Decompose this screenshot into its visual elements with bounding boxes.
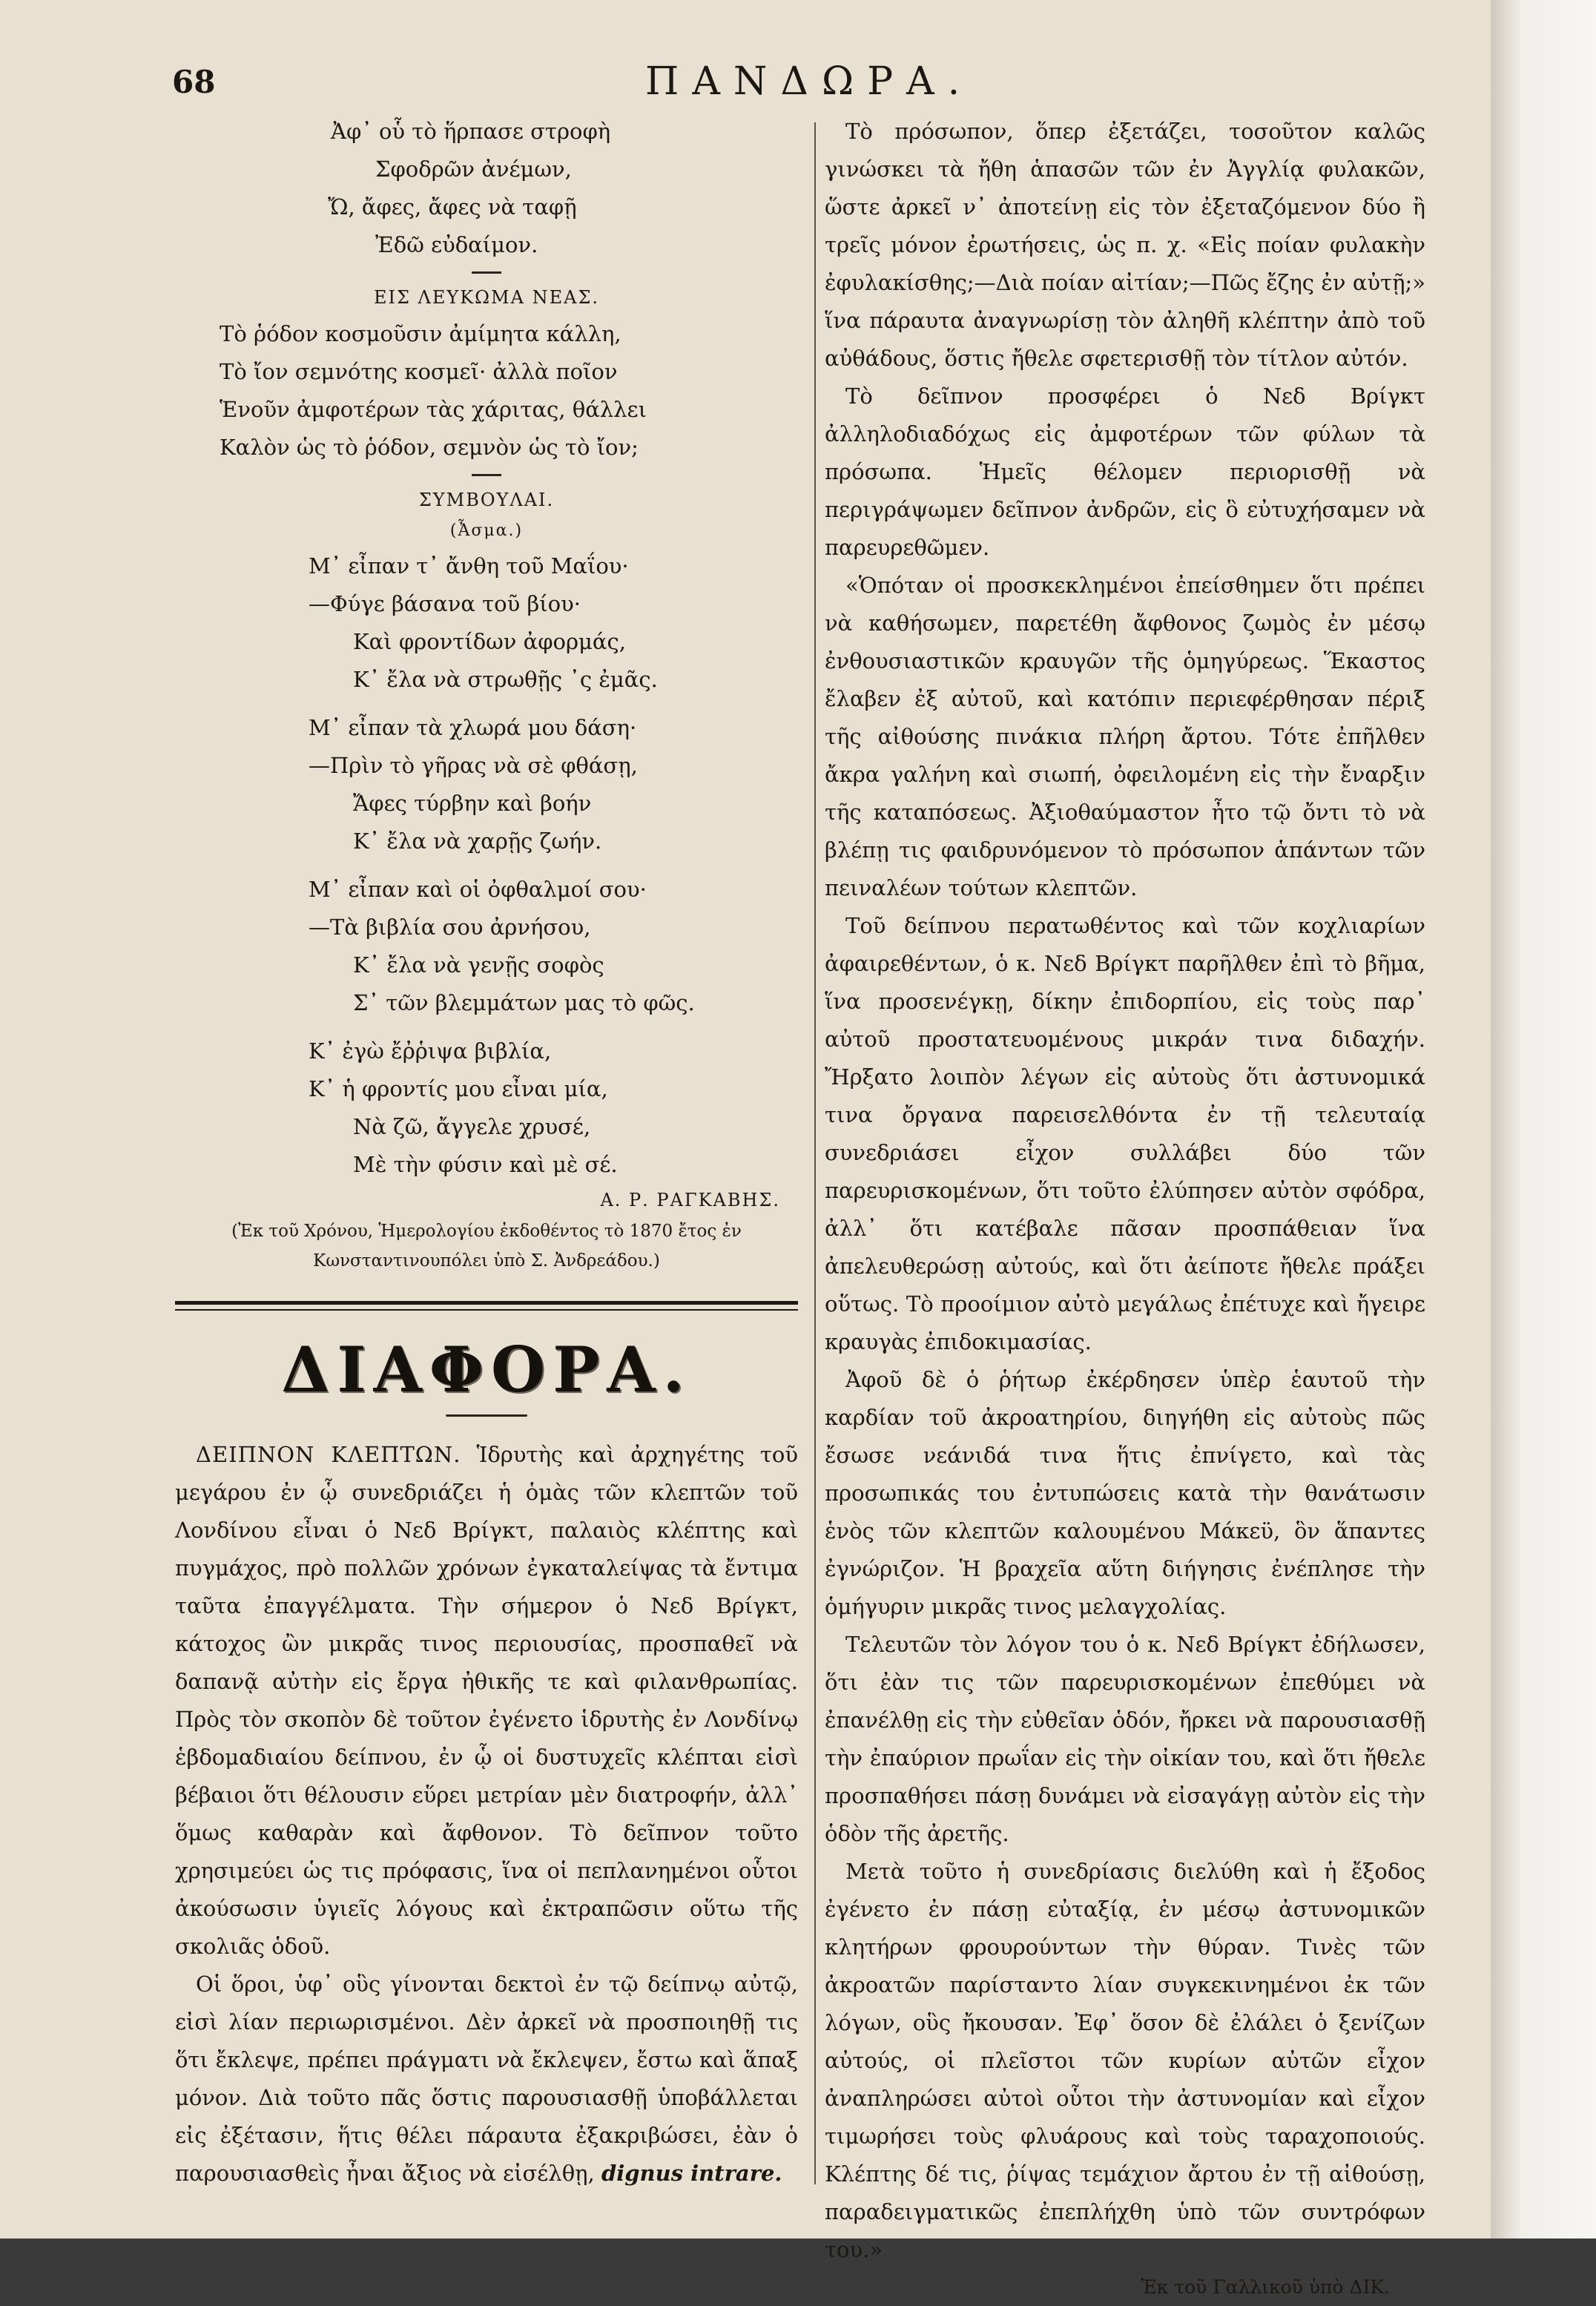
- article-paragraph: «Ὁπόταν οἱ προσκεκλημένοι ἐπείσθημεν ὅτι πρέπει νὰ καθήσωμεν, παρετέθη ἄφθονος ζωμὸς ἐν μέσῳ ἐνθουσιαστικῶν κραυγῶν τῆς ὁμηγύρεως. Ἕκαστος ἔλαβεν ἐξ αὐτοῦ, καὶ κατόπιν περιεφέρθησαν πέριξ τῆς αἰθούσης πινάκια πλήρη ἄρτου. Τότε ἐπῆλθεν ἄκρα γαλήνη καὶ σιωπή, ὀφειλομένη εἰς τὴν ἔναρξιν τῆς καταπόσεως. Ἀξιοθαύμαστον ἦτο τῷ ὄντι τὸ νὰ βλέπῃ τις φαιδρυνόμενον τὸ πρόσωπον ἁπάντων τῶν πειναλέων τούτων κλεπτῶν.: [825, 573, 1425, 900]
- album-poem-title: ΕΙΣ ΛΕΥΚΩΜΑ ΝΕΑΣ.: [373, 287, 600, 308]
- poem-line: Νὰ ζῶ, ἄγγελε χρυσέ,: [353, 1114, 591, 1139]
- poem-source-line: (Ἐκ τοῦ Χρόνου, Ἡμερολογίου ἐκδοθέντος τὸ 1870 ἔτος ἐν: [231, 1222, 742, 1241]
- poem-line: Ἑνοῦν ἀμφοτέρων τὰς χάριτας, θάλλει: [220, 397, 647, 422]
- poem-author: Α. Ρ. ΡΑΓΚΑΒΗΣ.: [600, 1190, 780, 1210]
- poem-line: Μὲ τὴν φύσιν καὶ μὲ σέ.: [353, 1152, 618, 1177]
- poem-line: —Τὰ βιβλία σου ἀρνήσου,: [309, 915, 591, 940]
- poem-fragment: [175, 113, 798, 264]
- poem-line: Κ᾽ ἔλα νὰ στρωθῇς ᾽ς ἐμᾶς.: [353, 667, 658, 692]
- poem-line: Ἐδῶ εὐδαίμον.: [375, 232, 538, 257]
- article-text: Ἱδρυτὴς καὶ ἀρχηγέτης τοῦ μεγάρου ἐν ᾧ συνεδριάζει ἡ ὁμὰς τῶν κλεπτῶν τοῦ Λονδίνου εἶναι ὁ Νεδ Βρίγκτ, παλαιὸς κλέπτης καὶ πυγμάχος, πρὸ πολλῶν χρόνων ἐγκαταλείψας τὰ ἔντιμα ταῦτα ἐπαγγέλματα. Τὴν σήμερον ὁ Νεδ Βρίγκτ, κάτοχος ὢν μικρᾶς τινος περιουσίας, προσπαθεῖ νὰ δαπανᾷ αὐτὴν εἰς ἔργα ἠθικῆς τε καὶ φιλανθρωπίας. Πρὸς τὸν σκοπὸν δὲ τοῦτον ἐγένετο ἱδρυτὴς ἐν Λονδίνῳ ἑβδομαδιαίου δείπνου, ἐν ᾧ οἱ δυστυχεῖς κλέπται εἰσὶ βέβαιοι ὅτι θέλουσιν εὕρει μετρίαν μὲν διατροφήν, ἀλλ᾽ ὅμως καθαρὰν καὶ ἄφθονον. Τὸ δεῖπνον τοῦτο χρησιμεύει ὡς τις πρόφασις, ἵνα οἱ πεπλανημένοι οὗτοι ἀκούσωσιν ὑγιεῖς λόγους καὶ ἐκτραπῶσιν οὕτω τῆς σκολιᾶς ὁδοῦ.: [175, 1442, 798, 1959]
- poem-line: Ὤ, ἄφες, ἄφες νὰ ταφῇ: [328, 194, 577, 220]
- section-rule: [175, 1301, 798, 1305]
- running-title: ΠΑΝΔΩΡΑ.: [645, 59, 974, 104]
- article-paragraph: Τοῦ δείπνου περατωθέντος καὶ τῶν κοχλιαρίων ἀφαιρεθέντων, ὁ κ. Νεδ Βρίγκτ παρῆλθεν ἐπὶ τὸ βῆμα, ἵνα προσενέγκῃ, δίκην ἐπιδορπίου, εἰς τοὺς παρ᾽ αὐτοῦ προστατευομένους μικράν τινα διδαχήν. Ἤρξατο λοιπὸν λέγων εἰς αὐτοὺς ὅτι ἀστυνομικά τινα ὄργανα παρεισελθόντα ἐν τῇ τελευταίᾳ συνεδριάσει εἶχον συλλάβει δύο τῶν παρευρισκομένων, ὅτι τοῦτο ἐλύπησεν αὐτὸν σφόδρα, ἀλλ᾽ ὅτι κατέβαλε πᾶσαν προσπάθειαν ἵνα ἀπελευθερώσῃ αὐτούς, καὶ ὅτι ἀείποτε ἤθελε πράξει οὕτως. Τὸ προοίμιον αὐτὸ μεγάλως ἐπέτυχε καὶ ἤγειρε κραυγὰς ἐπιδοκιμασίας.: [825, 913, 1425, 1354]
- article-paragraph: [175, 1436, 798, 1966]
- article-paragraph: Τὸ πρόσωπον, ὅπερ ἐξετάζει, τοσοῦτον καλῶς γινώσκει τὰ ἤθη ἁπασῶν τῶν ἐν Ἀγγλίᾳ φυλακῶν, ὥστε ἀρκεῖ ν᾽ ἀποτείνῃ εἰς τὸν ἐξεταζόμενον δύο ἢ τρεῖς μόνον ἐρωτήσεις, ὡς π. χ. «Εἰς ποίαν φυλακὴν ἐφυλακίσθης;—Διὰ ποίαν αἰτίαν;—Πῶς ἔζης ἐν αὐτῇ;» ἵνα πάραυτα ἀναγνωρίσῃ τὸν ἀληθῆ κλέπτην ἀπὸ τοῦ αὐθάδους, ὅστις ἤθελε σφετερισθῇ τὸν τίτλον αὐτόν.: [825, 119, 1425, 371]
- article-paragraph: [175, 1966, 798, 2193]
- article-paragraph: Ἀφοῦ δὲ ὁ ῥήτωρ ἐκέρδησεν ὑπὲρ ἑαυτοῦ τὴν καρδίαν τοῦ ἀκροατηρίου, διηγήθη εἰς αὐτοὺς πῶς ἔσωσε νεάνιδά τινα ἥτις ἐπνίγετο, καὶ τὰς προσωπικάς του ἐντυπώσεις κατὰ τὴν θανάτωσιν ἑνὸς τῶν κλεπτῶν καλουμένου Μάκεϋ, ὃν ἅπαντες ἐγνώριζον. Ἡ βραχεῖα αὕτη διήγησις ἐνέπλησε τὴν ὁμήγυριν μικρᾶς τινος μελαγχολίας.: [825, 1367, 1425, 1619]
- section-title: ΔΙΑΦΟΡΑ.: [281, 1333, 692, 1406]
- article-paragraph: Μετὰ τοῦτο ἡ συνεδρίασις διελύθη καὶ ἡ ἔξοδος ἐγένετο ἐν πάσῃ εὐταξίᾳ, ἐν μέσῳ ἀστυνομικῶν κλητήρων φρουρούντων τὴν θύραν. Τινὲς τῶν ἀκροατῶν παρίσταντο λίαν συγκεκινημένοι ἐκ τῶν λόγων, οὓς ἤκουσαν. Ἐφ᾽ ὅσον δὲ ἐλάλει ὁ ξενίζων αὐτούς, οἱ πλεῖστοι τῶν κυρίων αὐτῶν εἶχον ἀναπληρώσει αὐτοὶ οὗτοι τὴν ἀστυνομίαν καὶ εἶχον τιμωρήσει τοὺς φλυάρους καὶ τοὺς ταραχοποιούς. Κλέπτης δέ τις, ῥίψας τεμάχιον ἄρτου ἐν τῇ αἰθούσῃ, παραδειγματικῶς ἐπεπλήχθη ὑπὸ τῶν συντρόφων του.»: [825, 1859, 1425, 2262]
- translator-signature: Ἐκ τοῦ Γαλλικοῦ ὑπὸ ΔΙΚ.: [1141, 2276, 1390, 2298]
- poem-line: Κ᾽ ἡ φροντίς μου εἶναι μία,: [309, 1076, 608, 1101]
- article-paragraph: Τελευτῶν τὸν λόγον του ὁ κ. Νεδ Βρίγκτ ἐδήλωσεν, ὅτι ἐὰν τις τῶν παρευρισκομένων ἐπεθύμει νὰ ἐπανέλθῃ εἰς τὴν εὐθεῖαν ὁδόν, ἤρκει νὰ παρουσιασθῇ τὴν ἐπαύριον πρωΐαν εἰς τὴν οἰκίαν του, καὶ ὅτι ἤθελε προσπαθήσει πάσῃ δυνάμει νὰ εἰσαγάγῃ αὐτὸν εἰς τὴν ὁδὸν τῆς ἀρετῆς.: [825, 1632, 1425, 1846]
- poem-line: Σφοδρῶν ἀνέμων,: [375, 157, 572, 182]
- poem-line: Τὸ ἴον σεμνότης κοσμεῖ· ἀλλὰ ποῖον: [220, 359, 618, 384]
- poem-line: Ἄφες τύρβην καὶ βοήν: [353, 791, 592, 816]
- article-paragraph: Τὸ δεῖπνον προσφέρει ὁ Νεδ Βρίγκτ ἀλληλοδιαδόχως εἰς ἀμφοτέρων τῶν φύλων τὰ πρόσωπα. Ἡμεῖς θέλομεν περιορισθῇ νὰ περιγράψωμεν δεῖπνον ἀνδρῶν, εἰς ὃ εὐτυχήσαμεν νὰ παρευρεθῶμεν.: [825, 383, 1425, 560]
- poem-line: —Φύγε βάσανα τοῦ βίου·: [309, 591, 581, 616]
- page-edge: [1491, 0, 1596, 2239]
- poem-line: Μ᾽ εἶπαν τὰ χλωρά μου δάση·: [309, 715, 637, 740]
- poem-line: Μ᾽ εἶπαν τ᾽ ἄνθη τοῦ Μαΐου·: [309, 553, 629, 579]
- poem-line: Καλὸν ὡς τὸ ῥόδον, σεμνὸν ὡς τὸ ἴον;: [220, 435, 639, 460]
- section-rule: [175, 1309, 798, 1311]
- separator-dash: [472, 474, 501, 476]
- poem-source-line: Κωνσταντινουπόλει ὑπὸ Σ. Ἀνδρεάδου.): [313, 1251, 660, 1271]
- poem-line: —Πρὶν τὸ γῆρας νὰ σὲ φθάσῃ,: [309, 753, 638, 778]
- stanza: [175, 1032, 798, 1184]
- stanza: [175, 709, 798, 860]
- advice-poem-subtitle: (Ἆσμα.): [449, 521, 524, 540]
- page-number: 68: [172, 64, 216, 100]
- album-poem: [175, 315, 798, 467]
- separator-dash: [472, 271, 501, 274]
- poem-line: Μ᾽ εἶπαν καὶ οἱ ὀφθαλμοί σου·: [309, 877, 647, 902]
- poem-line: Τὸ ῥόδον κοσμοῦσιν ἀμίμητα κάλλη,: [220, 321, 621, 346]
- poem-line: Κ᾽ ἐγὼ ἔῤῥιψα βιβλία,: [309, 1038, 552, 1064]
- poem-line: Καὶ φροντίδων ἀφορμάς,: [353, 629, 626, 654]
- latin-phrase: dignus intrare.: [601, 2161, 782, 2186]
- stanza: [175, 871, 798, 1022]
- article-text: Οἱ ὅροι, ὑφ᾽ οὓς γίνονται δεκτοὶ ἐν τῷ δείπνῳ αὐτῷ, εἰσὶ λίαν περιωρισμένοι. Δὲν ἀρκεῖ νὰ προσποιηθῇ τις ὅτι ἔκλεψε, πρέπει πράγματι νὰ ἔκλεψεν, ἔστω καὶ ἅπαξ μόνον. Διὰ τοῦτο πᾶς ὅστις παρουσιασθῇ ὑποβάλλεται εἰς ἐξέτασιν, ἥτις θέλει πάραυτα ἐξακριβώσει, ἐὰν ὁ παρουσιασθεὶς ἦναι ἄξιος νὰ εἰσέλθῃ,: [175, 1971, 798, 2186]
- poem-line: Ἀφ᾽ οὗ τὸ ἥρπασε στροφὴ: [331, 119, 611, 144]
- left-column: [175, 113, 798, 2193]
- poem-line: Σ᾽ τῶν βλεμμάτων μας τὸ φῶς.: [353, 990, 695, 1015]
- poem-line: Κ᾽ ἔλα νὰ χαρῇς ζωήν.: [353, 828, 602, 854]
- right-column: [825, 113, 1425, 2306]
- title-ornament: [446, 1414, 527, 1417]
- stanza: [175, 547, 798, 699]
- poem-line: Κ᾽ ἔλα νὰ γενῇς σοφὸς: [353, 952, 604, 978]
- article-headline: ΔΕΙΠΝΟΝ ΚΛΕΠΤΩΝ.: [196, 1442, 461, 1467]
- column-divider: [814, 122, 816, 2184]
- advice-poem-title: ΣΥΜΒΟΥΛΑΙ.: [418, 490, 555, 510]
